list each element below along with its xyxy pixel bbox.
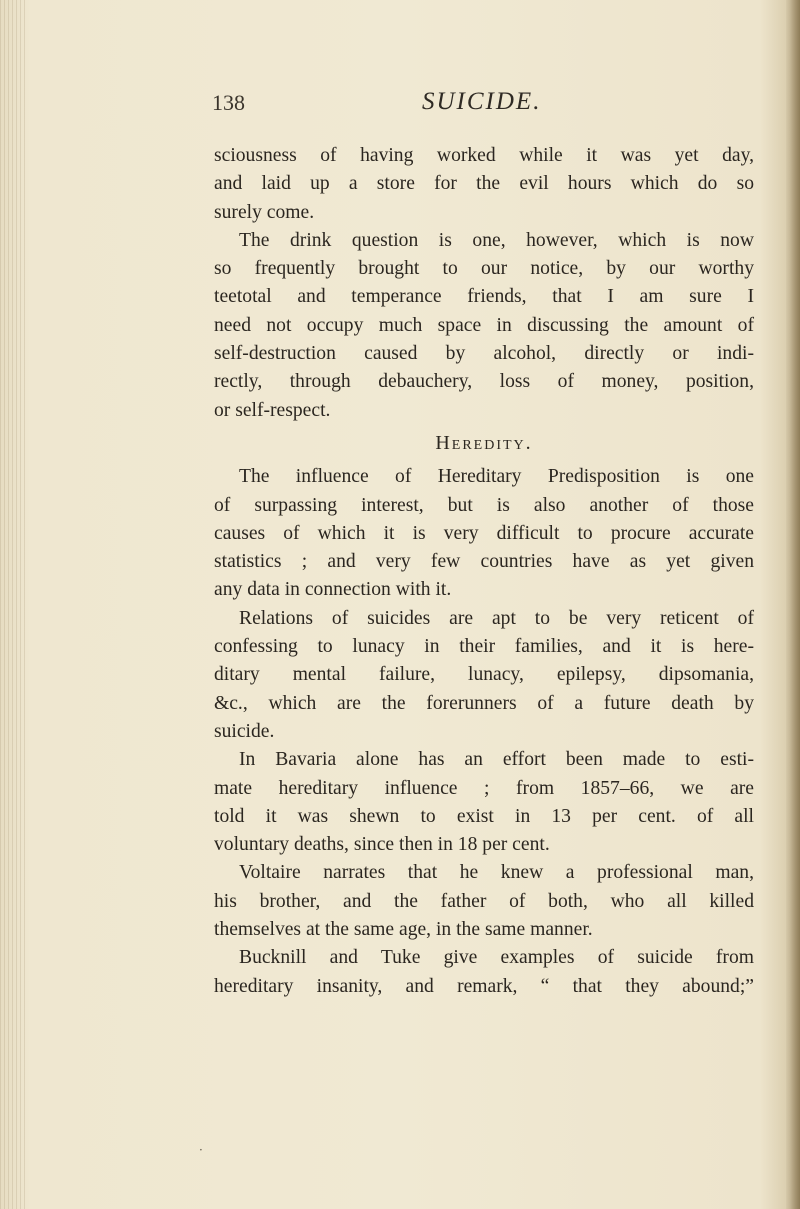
text-line: mate hereditary influence ; from 1857–66, we are [214,777,754,799]
page-header [212,88,732,124]
section-heading: Heredity. [435,431,533,454]
text-line: rectly, through debauchery, loss of money, position, [214,371,754,393]
text-line: need not occupy much space in discussing the amount of [214,314,754,336]
text-line: or self-respect. [214,399,331,421]
page-edge-shadow [786,0,800,1209]
text-line: &c., which are the forerunners of a future death by [214,692,754,714]
text-line: In Bavaria alone has an effort been made to esti- [239,749,754,771]
text-line: self-destruction caused by alcohol, directly or indi- [214,343,754,365]
text-line: Relations of suicides are apt to be very reticent of [239,607,754,629]
text-line: causes of which it is very difficult to procure accurate [214,522,754,544]
page-number: 138 [212,90,245,115]
text-line: ditary mental failure, lunacy, epilepsy, dipsomania, [214,664,754,686]
text-line: Bucknill and Tuke give examples of suicide from [239,947,754,969]
text-line: of surpassing interest, but is also another of those [214,494,754,516]
text-line: The drink question is one, however, which is now [239,229,754,251]
text-line: so frequently brought to our notice, by our worthy [214,258,754,280]
text-line: his brother, and the father of both, who all killed [214,890,754,912]
text-line: suicide. [214,720,275,742]
body-text [214,142,754,1001]
text-line: and laid up a store for the evil hours which do so [214,173,754,195]
text-line: teetotal and temperance friends, that I am sure I [214,286,754,308]
page-gutter [0,0,26,1209]
text-line: voluntary deaths, since then in 18 per cent. [214,834,550,856]
text-line: themselves at the same age, in the same manner. [214,919,593,941]
text-line: surely come. [214,201,315,223]
text-line: told it was shewn to exist in 13 per cent. of all [214,805,754,827]
text-line: sciousness of having worked while it was yet day, [214,145,754,166]
running-title: SUICIDE. [422,88,542,115]
text-line: hereditary insanity, and remark, “ that they abound;” [214,975,754,997]
text-line: The influence of Hereditary Predisposition is one [239,466,754,488]
text-line: any data in connection with it. [214,579,452,601]
margin-mark: · [199,1143,203,1157]
text-line: statistics ; and very few countries have as yet given [214,551,754,573]
text-line: confessing to lunacy in their families, and it is here- [214,636,754,658]
text-line: Voltaire narrates that he knew a professional man, [239,862,754,884]
